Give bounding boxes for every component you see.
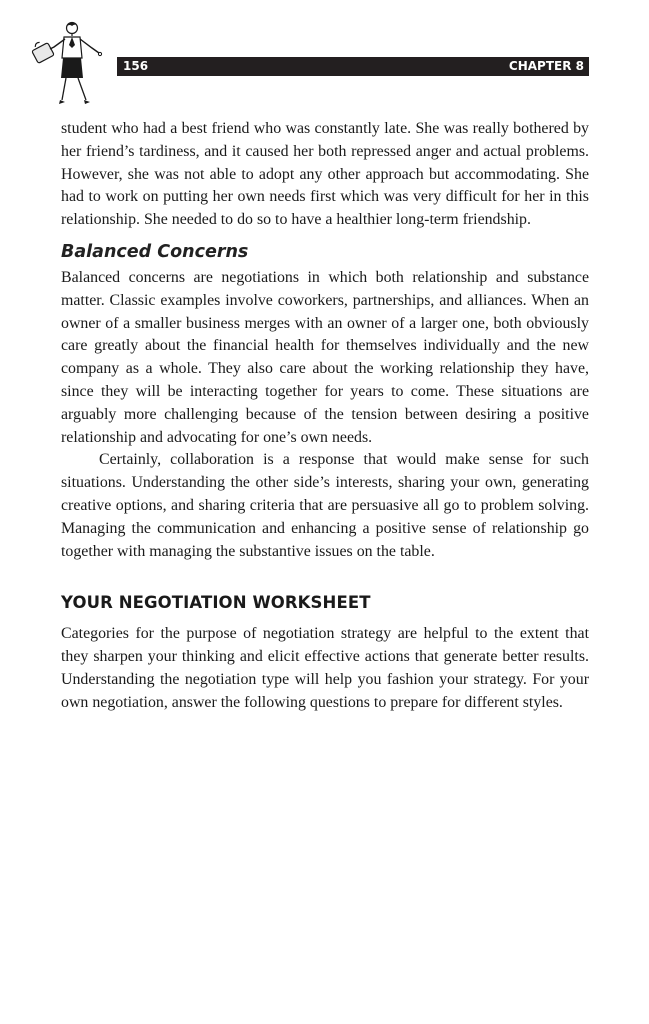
paragraph-intro: student who had a best friend who was constantly late. She was really bothered by her friend’s tardiness, and it caused her both repressed anger and actual problems. However, she was not able to adopt any other approach but accommodating. She had to work on putting her own needs first which was very difficult for her in this relationship. She needed to do so to have a healthier long-term friendship. bbox=[61, 120, 589, 229]
paragraph-balanced-concerns-2: Certainly, collaboration is a response that would make sense for such situations. Understanding the other side’s interests, sharing your own, generating creative options, and sharing criteria that are persuasive all go to problem solving. Managing the communication and enhancing a positive sense of relationship go together with managing the substantive issues on the table. bbox=[61, 451, 589, 560]
chapter-label: CHAPTER 8 bbox=[508, 59, 584, 73]
subheading-balanced-concerns: Balanced Concerns bbox=[61, 241, 249, 262]
running-header-bar bbox=[117, 57, 589, 76]
paragraph-balanced-concerns-1: Balanced concerns are negotiations in which both relationship and substance matter. Classic examples involve coworkers, partnerships, and alliances. When an owner of a smaller business merges with an owner of a larger one, both obviously care greatly about the financial health for themselves individually and the new company as a whole. They also care about the working relationship they have, since they will be interacting together for years to come. These situations are arguably more challenging because of the tension between desiring a positive relationship and advocating for one’s own needs. bbox=[61, 268, 589, 446]
page-body bbox=[61, 118, 589, 715]
businesswoman-with-briefcase-icon bbox=[28, 18, 108, 108]
section-heading-worksheet: YOUR NEGOTIATION WORKSHEET bbox=[61, 593, 371, 613]
page-number: 156 bbox=[123, 59, 149, 73]
paragraph-worksheet: Categories for the purpose of negotiation strategy are helpful to the extent that they sharpen your thinking and elicit effective actions that generate better results. Understanding the negotiation type will help you fashion your strategy. For your own negotiation, answer the following questions to prepare for different styles. bbox=[61, 625, 589, 711]
